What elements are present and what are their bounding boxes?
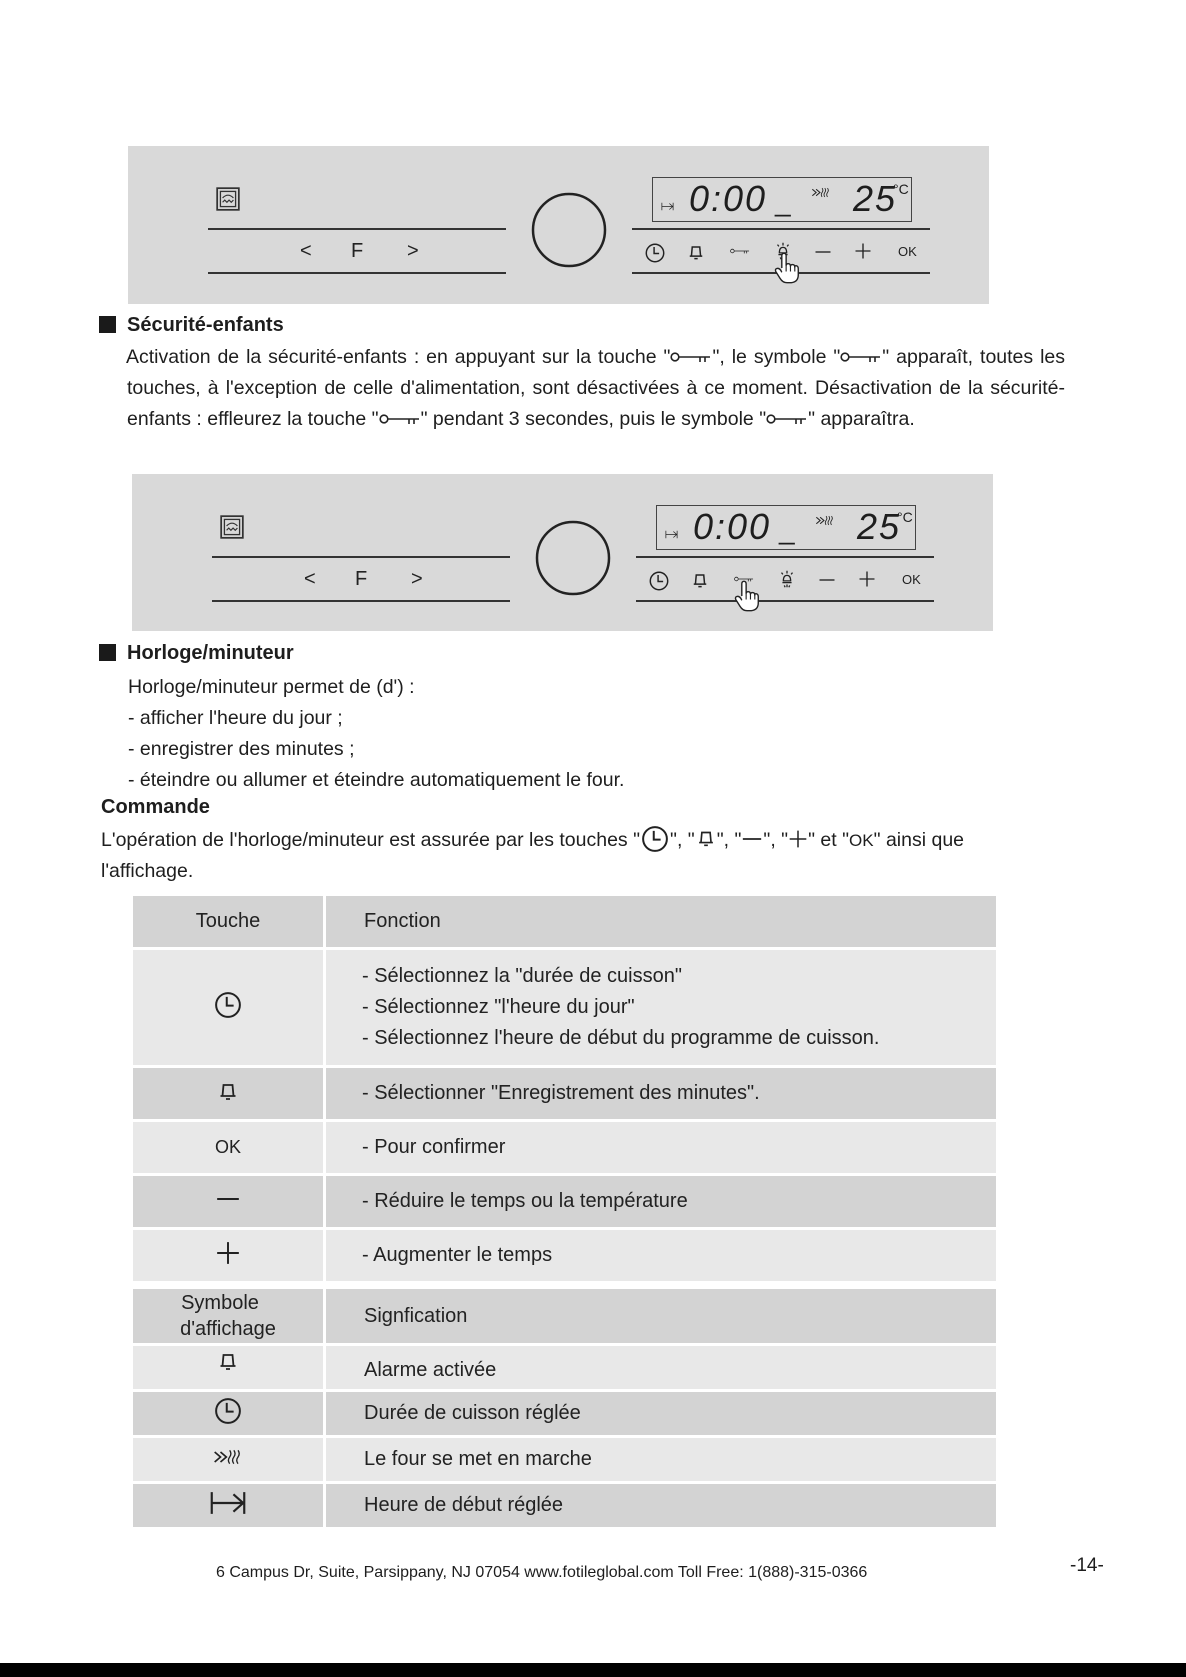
display-dash: _: [775, 186, 791, 217]
list-item: - afficher l'heure du jour ;: [128, 707, 343, 729]
lcd-display: [652, 177, 912, 222]
nav-right-button[interactable]: >: [407, 240, 419, 262]
text: Activation de la sécurité-enfants : en appuyant sur la touche ": [126, 346, 671, 368]
divider: [212, 600, 510, 602]
hand-pointer-icon: [774, 250, 800, 286]
table-row: [133, 1392, 996, 1435]
text: ", ": [670, 829, 695, 851]
signification-cell: Heure de début réglée: [326, 1484, 996, 1527]
display-time: 0:00: [689, 178, 768, 219]
clock-icon: [640, 824, 670, 854]
function-line: - Sélectionnez la "durée de cuisson": [362, 965, 682, 987]
signification-cell: Alarme activée: [326, 1346, 996, 1389]
control-panel-diagram-2: [132, 474, 993, 631]
function-cell: - Augmenter le temps: [326, 1230, 996, 1281]
display-unit: °C: [893, 181, 909, 197]
symbol-cell: [133, 1392, 323, 1435]
text: " pendant 3 secondes, puis le symbole ": [420, 408, 767, 430]
minus-icon[interactable]: [818, 571, 836, 589]
bullet-square: [99, 644, 116, 661]
power-knob[interactable]: [531, 192, 607, 268]
signification-cell: Durée de cuisson réglée: [326, 1392, 996, 1435]
clock-icon[interactable]: [648, 570, 670, 592]
plus-icon: [788, 829, 808, 849]
nav-left-button[interactable]: <: [300, 240, 312, 262]
start-time-icon: [665, 530, 678, 539]
heating-icon: [811, 186, 831, 199]
function-line: - Sélectionnez l'heure de début du programme de cuisson.: [362, 1027, 880, 1049]
commande-title: Commande: [101, 796, 210, 818]
heating-icon: [213, 1447, 243, 1467]
clock-icon: [213, 1396, 243, 1426]
key-cell: [133, 1176, 323, 1227]
text: " ainsi que l'affichage.: [101, 829, 965, 882]
display-temp: 25: [857, 506, 902, 547]
function-cell: - Pour confirmer: [326, 1122, 996, 1173]
symbol-cell: [133, 1484, 323, 1527]
table-header-row: [133, 1289, 996, 1343]
bell-icon[interactable]: [690, 570, 710, 590]
table-row: [133, 1484, 996, 1527]
bottom-bar: [0, 1663, 1186, 1677]
header-function: Fonction: [326, 896, 996, 947]
text: L'opération de l'horloge/minuteur est assurée par les touches ": [101, 829, 641, 851]
plus-icon[interactable]: [854, 242, 872, 260]
table-header-row: [133, 896, 996, 947]
text: ", le symbole ": [712, 346, 841, 368]
signification-cell: Le four se met en marche: [326, 1438, 996, 1481]
minus-icon: [215, 1186, 241, 1212]
bell-icon[interactable]: [686, 242, 706, 262]
text: " apparaît, toutes les touches, à l'exception de celle d'alimentation, sont désactivées à ce moment. Désactivation de la sécurité-enfants : effleurez la touche ": [127, 346, 1065, 430]
bullet-square: [99, 316, 116, 333]
section-title-text: Horloge/minuteur: [127, 642, 294, 664]
key-icon: [379, 413, 421, 425]
oven-icon: [219, 514, 245, 540]
section-title: [99, 642, 294, 665]
ok-button[interactable]: OK: [898, 244, 917, 259]
minus-icon[interactable]: [814, 243, 832, 261]
page-number: -14-: [1070, 1555, 1104, 1576]
nav-mode-button[interactable]: F: [351, 240, 364, 262]
start-time-icon: [209, 1490, 247, 1516]
divider: [636, 556, 934, 558]
table-row: [133, 1122, 996, 1173]
divider: [208, 272, 506, 274]
section-title: [99, 314, 284, 337]
lcd-display: [656, 505, 916, 550]
control-panel-diagram-1: [128, 146, 989, 304]
plus-icon: [215, 1240, 241, 1266]
text: " apparaîtra.: [808, 408, 915, 430]
text: ", ": [716, 829, 742, 851]
oven-icon: [215, 186, 241, 212]
hand-pointer-icon: [734, 578, 760, 614]
start-time-icon: [661, 202, 674, 211]
key-icon: [840, 351, 882, 363]
table-row: [133, 1438, 996, 1481]
display-temp: 25: [853, 178, 898, 219]
clock-icon: [213, 990, 243, 1020]
nav-mode-button[interactable]: F: [355, 568, 368, 590]
child-lock-paragraph: [127, 342, 1065, 435]
key-icon: [670, 351, 712, 363]
plus-icon[interactable]: [858, 570, 876, 588]
display-symbol-table: [130, 1286, 999, 1530]
minus-icon: [741, 828, 763, 850]
symbol-cell: [133, 1438, 323, 1481]
function-cell: - Sélectionner "Enregistrement des minutes".: [326, 1068, 996, 1119]
light-icon[interactable]: [776, 568, 798, 590]
table-row: [133, 950, 996, 1065]
header-symbol-line: Symbole: [181, 1292, 259, 1314]
bell-icon: [216, 1079, 240, 1103]
key-icon: [766, 413, 808, 425]
nav-left-button[interactable]: <: [304, 568, 316, 590]
symbol-cell: [133, 1346, 323, 1389]
power-knob[interactable]: [535, 520, 611, 596]
commande-paragraph: [101, 824, 1061, 887]
display-unit: °C: [897, 509, 913, 525]
ok-button[interactable]: OK: [902, 572, 921, 587]
heating-icon: [815, 514, 835, 527]
bell-icon: [216, 1349, 240, 1373]
clock-intro: Horloge/minuteur permet de (d') :: [128, 676, 415, 698]
text: " et ": [808, 829, 850, 851]
display-dash: _: [779, 514, 795, 545]
list-item: - éteindre ou allumer et éteindre automatiquement le four.: [128, 769, 625, 791]
section-title-text: Sécurité-enfants: [127, 314, 284, 336]
key-cell: OK: [133, 1122, 323, 1173]
divider: [636, 600, 934, 602]
function-cell: - Réduire le temps ou la température: [326, 1176, 996, 1227]
list-item: - enregistrer des minutes ;: [128, 738, 355, 760]
header-key: Touche: [133, 896, 323, 947]
nav-right-button[interactable]: >: [411, 568, 423, 590]
divider: [632, 228, 930, 230]
function-line: - Sélectionnez "l'heure du jour": [362, 996, 635, 1018]
clock-icon[interactable]: [644, 242, 666, 264]
header-symbol: [133, 1289, 323, 1343]
key-function-table: [130, 893, 999, 1284]
footer-address: 6 Campus Dr, Suite, Parsippany, NJ 07054 www.fotileglobal.com Toll Free: 1(888)-315-0366: [216, 1564, 868, 1581]
divider: [208, 228, 506, 230]
key-cell: [133, 1230, 323, 1281]
bell-icon: [695, 827, 717, 849]
display-time: 0:00: [693, 506, 772, 547]
header-signification: Signfication: [326, 1289, 996, 1343]
divider: [212, 556, 510, 558]
ok-label: OK: [849, 831, 874, 850]
table-row: [133, 1068, 996, 1119]
key-cell: [133, 950, 323, 1065]
function-cell: [326, 950, 996, 1065]
table-row: [133, 1346, 996, 1389]
table-row: [133, 1230, 996, 1281]
table-row: [133, 1176, 996, 1227]
key-cell: [133, 1068, 323, 1119]
header-symbol-line: d'affichage: [180, 1318, 276, 1340]
key-icon[interactable]: [730, 247, 750, 255]
text: ", ": [763, 829, 789, 851]
